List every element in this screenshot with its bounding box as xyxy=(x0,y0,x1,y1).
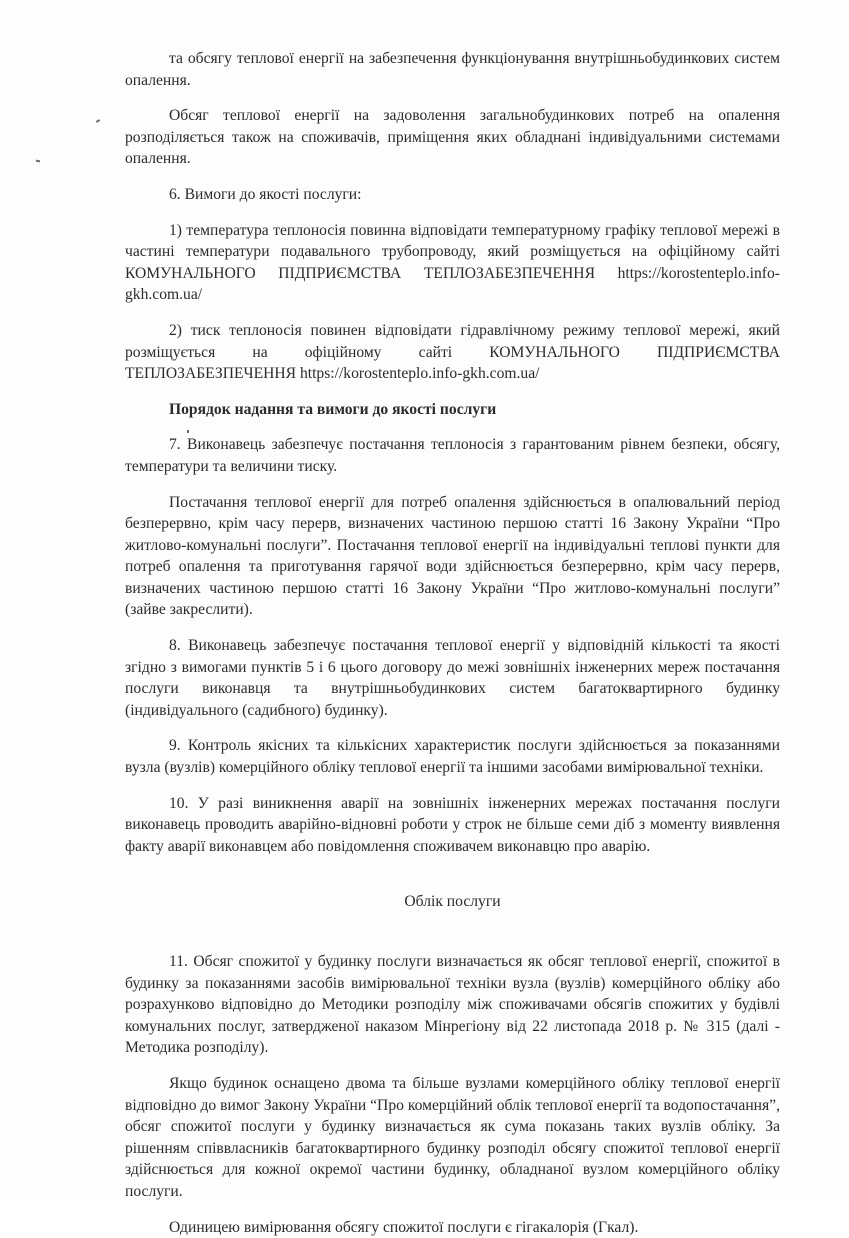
paragraph-multiple-meters: Якщо будинок оснащено двома та більше вузлами комерційного обліку теплової енергії відповідно до вимог Закону України “Про комерційний облік теплової енергії та водопостачання”, обсяг спожитої послуги у будинку визначається як сума показань таких вузлів обліку. За рішенням співвласників багатоквартирного будинку розподіл обсягу спожитої теплової енергії здійснюється для кожної окремої частини будинку, обладнаної вузлом комерційного обліку послуги. xyxy=(125,1074,780,1200)
paragraph-continuation: та обсягу теплової енергії на забезпечення функціонування внутрішньобудинкових систем опалення. xyxy=(125,50,780,89)
paragraph-pressure-requirement: 2) тиск теплоносія повинен відповідати гідравлічному режиму теплової мережі, який розміщується на офіційному сайті КОМУНАЛЬНОГО ПІДПРИЄМСТВА ТЕПЛОЗАБЕЗПЕЧЕННЯ https://korostenteplo.info-gkh.com.ua/ xyxy=(125,321,780,383)
paragraph-heat-distribution: Обсяг теплової енергії на задоволення загальнобудинкових потреб на опалення розподіляється також на споживачів, приміщення яких обладнані індивідуальними системами опалення. xyxy=(125,107,780,168)
document-body xyxy=(125,48,780,1238)
scan-speck xyxy=(36,160,40,163)
paragraph-clause-10: 10. У разі виникнення аварії на зовнішніх інженерних мережах постачання послуги виконавець проводить аварійно-відновні роботи у строк не більше семи діб з моменту виявлення факту аварії виконавцем або повідомлення споживачем виконавцю про аварію. xyxy=(125,794,780,855)
scan-speck xyxy=(96,119,100,123)
paragraph-unit-of-measure: Одиницею вимірювання обсягу спожитої послуги є гігакалорія (Гкал). xyxy=(169,1218,639,1236)
paragraph-clause-9: 9. Контроль якісних та кількісних характеристик послуги здійснюється за показаннями вузла (вузлів) комерційного обліку теплової енергії та іншими засобами вимірювальної техніки. xyxy=(125,737,780,777)
paragraph-temperature-requirement: 1) температура теплоносія повинна відповідати температурному графіку теплової мережі в частині температури подавального трубопроводу, який розміщується на офіційному сайті КОМУНАЛЬНОГО ПІДПРИЄМСТВА ТЕПЛОЗАБЕЗПЕЧЕННЯ https://korostenteplo.info-gkh.com.ua/ xyxy=(125,221,780,304)
section-6-title: 6. Вимоги до якості послуги: xyxy=(169,185,362,203)
paragraph-clause-11: 11. Обсяг спожитої у будинку послуги визначається як обсяг теплової енергії, спожитої в будинку за показаннями засобів вимірювальної техніки вузла (вузлів) комерційного обліку або розрахунково відповідно до Методики розподілу між споживачами обсягів спожитих у будівлі комунальних послуг, затвердженої наказом Мінрегіону від 22 листопада 2018 р. № 315 (далі - Методика розподілу). xyxy=(125,953,780,1057)
paragraph-clause-7: 7. Виконавець забезпечує постачання теплоносія з гарантованим рівнем безпеки, обсягу, температури та величини тиску. xyxy=(125,436,780,475)
section-title-accounting: Облік послуги xyxy=(404,893,501,911)
paragraph-supply-continuity: Постачання теплової енергії для потреб опалення здійснюється в опалювальний період безперервно, крім часу перерв, визначених частиною першою статті 16 Закону України “Про житлово-комунальні послуги”. Постачання теплової енергії на індивідуальні теплові пункти для потреб опалення та приготування гарячої води здійснюється безперервно, крім часу перерв, визначених частиною першою статті 16 Закону України “Про житлово-комунальні послуги” (зайве закреслити). xyxy=(125,493,780,619)
section-heading-quality: Порядок надання та вимоги до якості послуги xyxy=(169,400,497,418)
paragraph-clause-8: 8. Виконавець забезпечує постачання теплової енергії у відповідній кількості та якості згідно з вимогами пунктів 5 і 6 цього договору до межі зовнішніх інженерних мереж постачання послуги виконавця та внутрішньобудинкових систем багатоквартирного будинку (індивідуального (садибного) будинку). xyxy=(125,637,780,719)
